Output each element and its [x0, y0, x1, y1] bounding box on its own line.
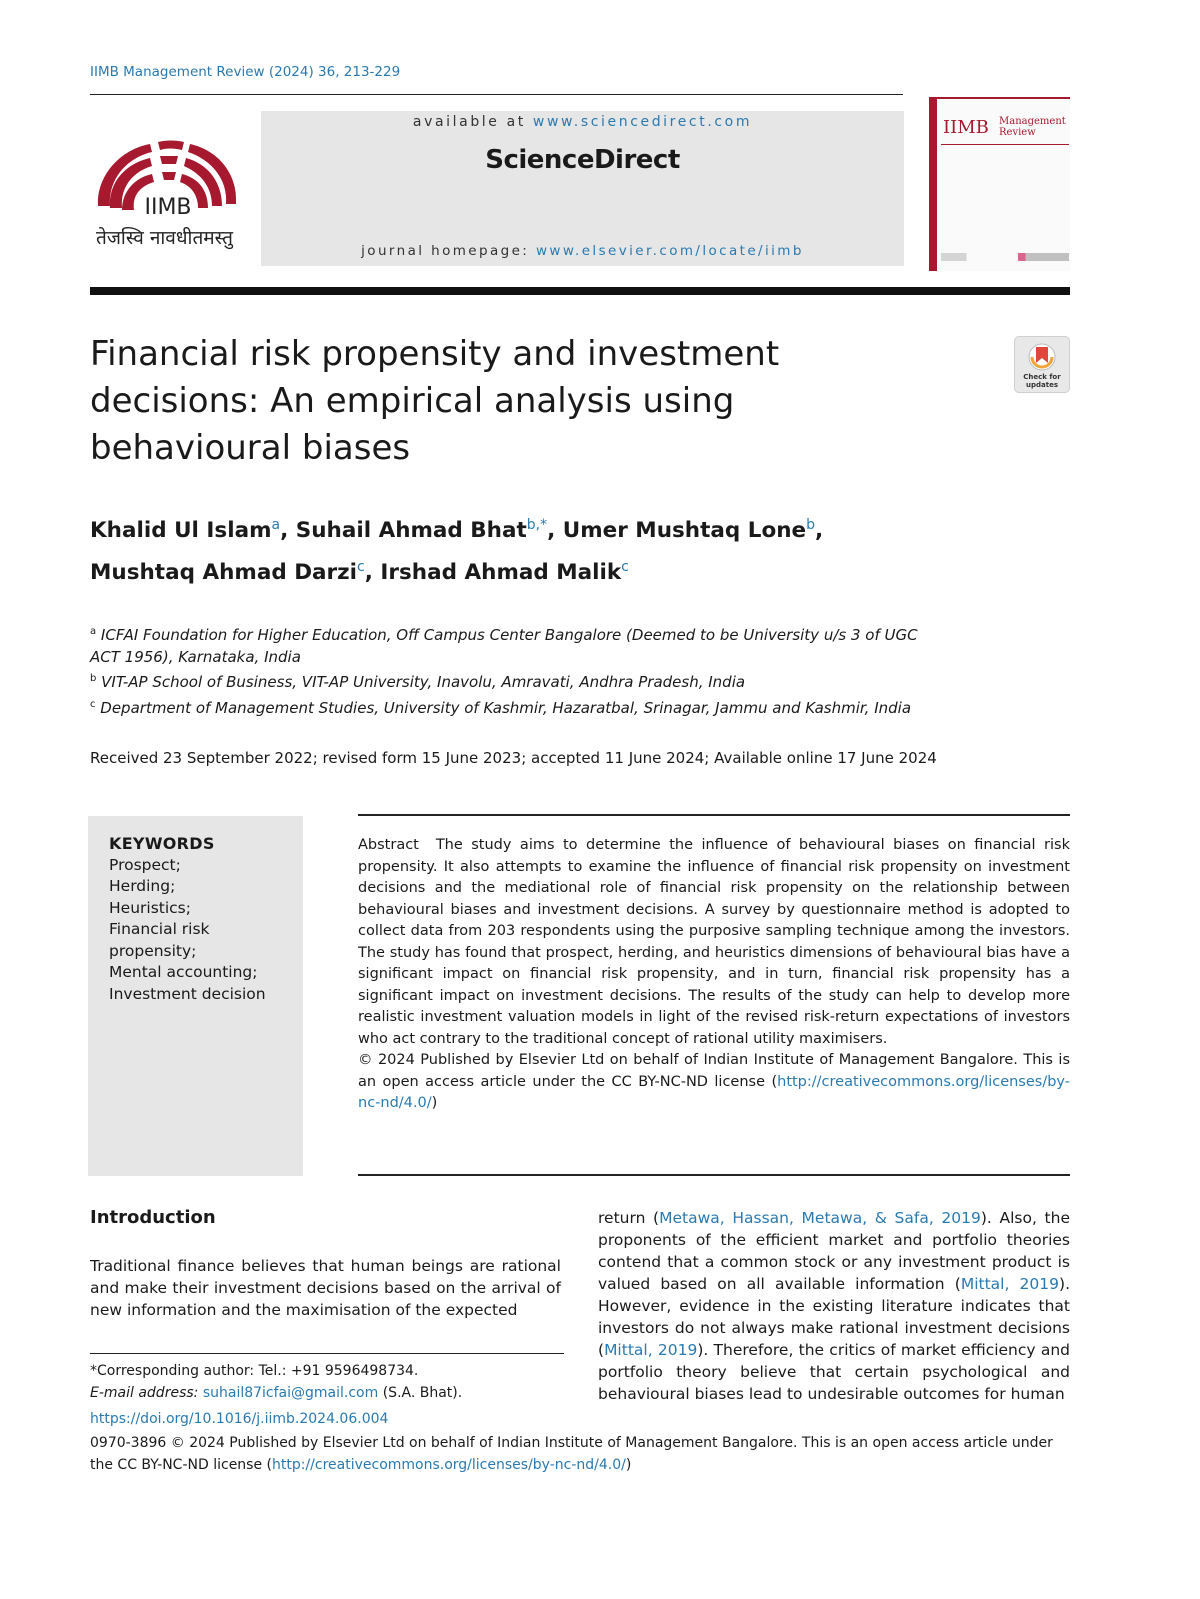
abstract-label: Abstract	[358, 837, 419, 853]
logo-wordmark: IIMB	[144, 195, 192, 220]
abstract-copyright: © 2024 Published by Elsevier Ltd on behalf of Indian Institute of Management Bangalore. This is an open access article under the CC BY-NC-ND license (	[358, 1052, 1070, 1090]
affiliation-item: $^b$ VIT-AP School of Business, VIT-AP University, Inavolu, Amravati, Andhra Pradesh, India	[90, 673, 746, 691]
affiliations	[90, 621, 940, 719]
introduction-heading: Introduction	[90, 1207, 216, 1228]
crossmark-label-2: updates	[1026, 381, 1058, 389]
keyword-item: Investment decision	[109, 984, 266, 1003]
crossmark-icon	[1015, 337, 1069, 392]
title-line: Financial risk propensity and investment	[90, 334, 780, 374]
author-affil-sup[interactable]: c	[621, 559, 629, 576]
cover-subtitle	[999, 117, 1066, 138]
author-affil-sup[interactable]: c	[357, 559, 365, 576]
author-name: Suhail Ahmad Bhat	[295, 518, 527, 544]
intro-column-1	[90, 1255, 561, 1321]
article-history: Received 23 September 2022; revised form 15 June 2023; accepted 11 June 2024; Available online 17 June 2024	[90, 749, 937, 767]
affiliation-item: $^c$ Department of Management Studies, University of Kashmir, Hazaratbal, Srinagar, Jammu and Kashmir, India	[90, 698, 912, 717]
iimb-sunburst-icon	[88, 128, 248, 228]
homepage-prefix: journal homepage:	[361, 243, 530, 259]
logo-tagline: तेजस्वि नावधीतमस्तु	[96, 227, 233, 249]
keyword-item: Mental accounting;	[109, 963, 258, 981]
title-line: behavioural biases	[90, 428, 411, 468]
cover-footer-logos	[941, 253, 1069, 261]
keywords-panel	[88, 816, 303, 1176]
abstract: Abstract The study aims to determine the influence of behavioural biases on financial risk propensity. It also attempts to examine the influence of financial risk propensity on investment decisions and the mediational role of financial risk propensity on the relationship between behavioural biases and investment decisions. A survey by questionnaire method is adopted to collect data from 203 respondents using the purposive sampling technique among the investors. The study has found that prospect, herding, and heuristics dimensions of behavioural bias have a significant impact on financial risk propensity, and in turn, financial risk propensity has a significant impact on investment decisions. The results of the study can help to develop more realistic investment valuation models in light of the revised risk-return expectations of investors who act contrary to the traditional concept of rational utility maximisers. © 2024 Published by Elsevier Ltd on behalf of Indian Institute of Management Bangalore. This is an open access article under the CC BY-NC-ND license (http://creativecommons.org/licenses/by-nc-nd/4.0/)	[358, 837, 1070, 1111]
abstract-license-link[interactable]: http://creativecommons.org/licenses/by-nc-nd/4.0/	[358, 1073, 1070, 1111]
citation-link[interactable]: Metawa, Hassan, Metawa, & Safa, 2019	[659, 1209, 981, 1227]
author-name: Umer Mushtaq Lone	[562, 518, 807, 544]
title-line: decisions: An empirical analysis using	[90, 381, 735, 421]
footer-license-link[interactable]: http://creativecommons.org/licenses/by-nc-nd/4.0/	[272, 1456, 626, 1473]
doi-link[interactable]: https://doi.org/10.1016/j.iimb.2024.06.004	[90, 1411, 389, 1427]
cover-subtitle-line-1: Management	[999, 116, 1066, 127]
journal-cover-thumbnail[interactable]	[929, 97, 1070, 271]
abstract-text: The study aims to determine the influence of behavioural biases on financial risk propensity. It also attempts to examine the influence of financial risk propensity on investment decisions and the mediational role of financial risk propensity on the relationship between behavioural biases and investment decisions. A survey by questionnaire method is adopted to collect data from 203 respondents using the purposive sampling technique among the investors. The study has found that prospect, herding, and heuristics dimensions of behavioural bias have a significant impact on financial risk propensity, and in turn, financial risk propensity has a significant impact on investment decisions. The results of the study can help to develop more realistic investment valuation models in light of the revised risk-return expectations of investors who act contrary to the traditional concept of rational utility maximisers.	[358, 837, 1070, 1047]
keyword-item: Prospect;	[109, 855, 181, 874]
footnotes	[90, 1361, 570, 1404]
copyright-notice: 0970-3896 © 2024 Published by Elsevier Ltd on behalf of Indian Institute of Management Bangalore. This is an open access article under the CC BY-NC-ND license (http://creativecommons.org/licenses/by-nc-nd/4.0/)	[90, 1435, 1053, 1473]
intro-paragraph: return (Metawa, Hassan, Metawa, & Safa, 2019). Also, the proponents of the efficient market and portfolio theories contend that a common stock or any investment product is valued based on all available information (Mittal, 2019). However, evidence in the existing literature indicates that investors do not always make rational investment decisions (Mittal, 2019). Therefore, the critics of market efficiency and portfolio theory believe that certain psychological and behavioural biases lead to undesirable outcomes for human	[598, 1209, 1070, 1403]
keywords-heading: KEYWORDS	[109, 834, 215, 853]
author-name: Mushtaq Ahmad Darzi	[90, 560, 358, 586]
crossmark-label-1: Check for	[1023, 373, 1061, 381]
abstract-bottom-rule	[358, 1174, 1070, 1176]
author-affil-sup[interactable]: b	[806, 517, 816, 533]
corresponding-author-note: *Corresponding author: Tel.: +91 9596498734.	[90, 1363, 419, 1379]
available-at-line	[261, 114, 904, 130]
header-thick-rule	[90, 287, 1070, 295]
author-name: Khalid Ul Islam	[90, 518, 272, 544]
author-affil-sup[interactable]: b,*	[526, 517, 548, 533]
keyword-item: Heuristics;	[109, 898, 191, 917]
check-for-updates-badge[interactable]	[1014, 336, 1070, 393]
email-link[interactable]: suhail87icfai@gmail.com	[202, 1384, 379, 1401]
keyword-item: Financial risk propensity;	[109, 920, 210, 960]
journal-homepage-link[interactable]: www.elsevier.com/locate/iimb	[535, 243, 804, 259]
citation-link[interactable]: Mittal, 2019	[604, 1341, 698, 1359]
header-rule	[90, 94, 903, 95]
cover-title: IIMB	[943, 117, 989, 138]
author-list: Khalid Ul Islam$^a$, Suhail Ahmad Bhat$^{b,*}$, Umer Mushtaq Lone$^b$, Mushtaq Ahmad Darzi$^c$, Irshad Ahmad Malik$^c$	[90, 517, 824, 586]
intro-column-2	[598, 1207, 1070, 1405]
abstract-top-rule	[358, 814, 1070, 816]
keyword-item: Herding;	[109, 877, 176, 895]
email-note: E-mail address: suhail87icfai@gmail.com (S.A. Bhat).	[90, 1384, 463, 1401]
author-name: Irshad Ahmad Malik	[380, 560, 622, 586]
available-prefix: available at	[412, 114, 526, 130]
author-affil-sup[interactable]: a	[271, 517, 281, 533]
sciencedirect-banner	[261, 111, 904, 266]
footnote-rule	[90, 1353, 564, 1354]
journal-reference[interactable]: IIMB Management Review (2024) 36, 213-229	[90, 64, 401, 80]
intro-paragraph: Traditional finance believes that human beings are rational and make their investment decisions based on the arrival of new information and the maximisation of the expected	[90, 1257, 561, 1319]
sciencedirect-link[interactable]: www.sciencedirect.com	[532, 114, 753, 130]
cover-rule	[941, 144, 1069, 145]
affiliation-item: $^a$ ICFAI Foundation for Higher Education, Off Campus Center Bangalore (Deemed to be University u/s 3 of UGC ACT 1956), Karnataka, India	[90, 626, 918, 666]
article-title	[90, 331, 850, 472]
cover-subtitle-line-2: Review	[999, 126, 1036, 138]
citation-link[interactable]: Mittal, 2019	[960, 1275, 1060, 1293]
sciencedirect-wordmark: ScienceDirect	[485, 145, 680, 175]
journal-homepage-line	[261, 243, 904, 259]
